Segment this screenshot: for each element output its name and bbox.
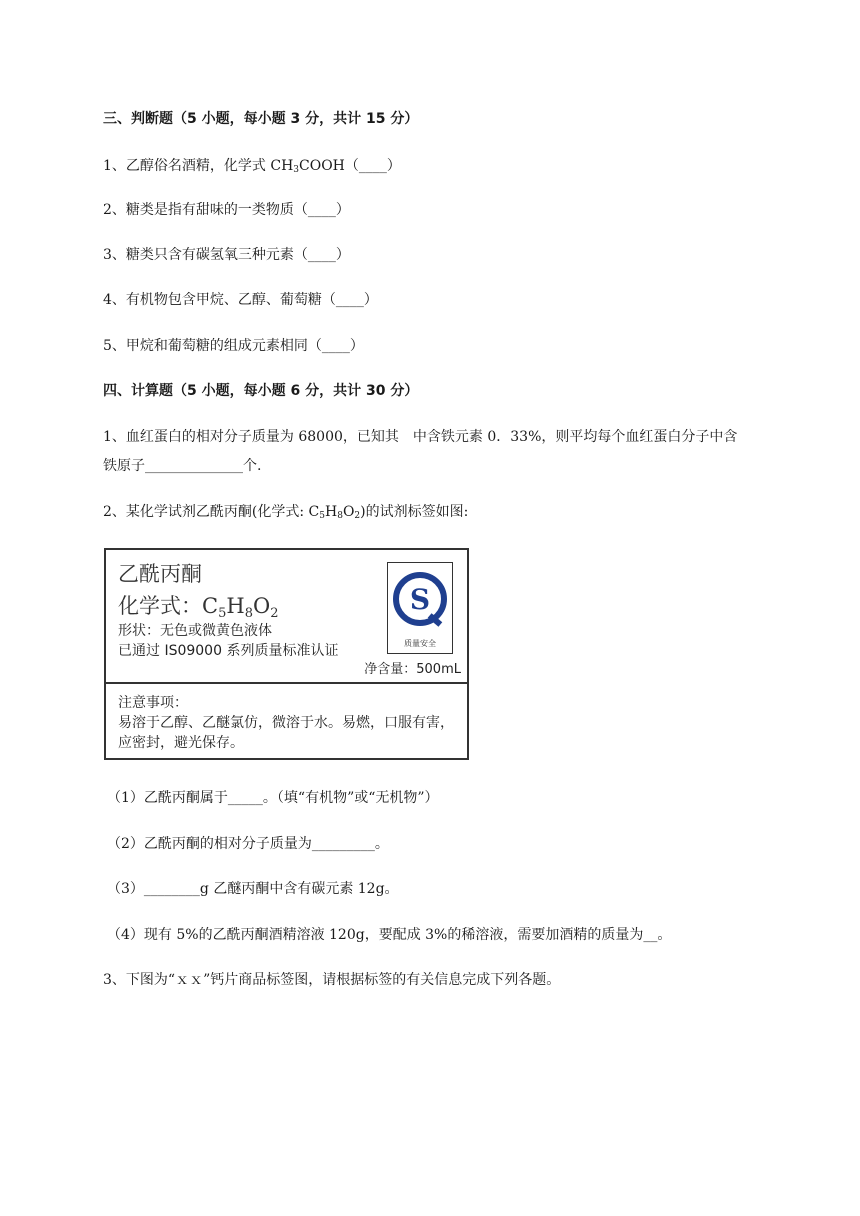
quality-safety-logo xyxy=(387,562,453,654)
sub-question-4: （4）现有 5%的乙酰丙酮酒精溶液 120g，要配成 3%的稀溶液，需要加酒精的质量为__。 xyxy=(107,927,672,943)
label-property: 形状：无色或微黄色液体 xyxy=(118,623,272,639)
label-formula-o: O xyxy=(252,594,271,618)
label-formula-h-sub: 8 xyxy=(244,606,253,621)
section3-title: 三、判断题（5 小题，每小题 3 分，共计 15 分） xyxy=(103,111,419,127)
sub-question-2: （2）乙酰丙酮的相对分子质量为_________。 xyxy=(107,836,389,852)
q2-text-o: O xyxy=(342,504,355,520)
sub-question-1: （1）乙酰丙酮属于_____。（填“有机物”或“无机物”） xyxy=(107,790,439,806)
judge-question-1 xyxy=(103,156,401,180)
calc-question-2 xyxy=(103,502,468,526)
label-product-name: 乙酰丙酮 xyxy=(118,562,202,586)
qs-icon xyxy=(392,567,448,635)
q1-subscript: 3 xyxy=(293,165,300,175)
label-formula xyxy=(118,590,278,621)
calc-question-3: 3、下图为“ｘｘ”钙片商品标签图，请根据标签的有关信息完成下列各题。 xyxy=(103,972,561,988)
q2-sub-c: 5 xyxy=(319,511,325,521)
label-certification: 已通过 IS09000 系列质量标准认证 xyxy=(118,643,339,659)
label-formula-h: H xyxy=(226,594,245,618)
logo-caption: 质量安全 xyxy=(404,639,436,648)
label-top-section xyxy=(106,550,467,682)
calc-question-1-line1: 1、血红蛋白的相对分子质量为 68000，已知其 中含铁元素 0．33%，则平均每个血红蛋白分子中含 xyxy=(103,429,738,445)
label-formula-prefix: 化学式： xyxy=(118,594,202,618)
q2-text-h: H xyxy=(324,504,338,520)
q1-text-b: COOH（____） xyxy=(299,158,401,174)
svg-text:S: S xyxy=(409,583,431,616)
q1-text-a: 1、乙醇俗名酒精，化学式 CH xyxy=(103,158,294,174)
label-formula-o-sub: 2 xyxy=(270,606,279,621)
judge-question-2: 2、糖类是指有甜味的一类物质（____） xyxy=(103,202,350,218)
section4-title: 四、计算题（5 小题，每小题 6 分，共计 30 分） xyxy=(103,383,419,399)
label-formula-c-sub: 5 xyxy=(218,606,227,621)
q2-text-b: )的试剂标签如图: xyxy=(360,504,469,520)
label-notes-line1: 易溶于乙醇、乙醚氯仿，微溶于水。易燃，口服有害， xyxy=(118,715,454,731)
calc-question-1-line2: 铁原子______________个. xyxy=(103,458,262,474)
q2-sub-o: 2 xyxy=(354,511,361,521)
label-formula-c: C xyxy=(202,594,219,618)
q2-sub-h: 8 xyxy=(337,511,343,521)
label-notes-title: 注意事项： xyxy=(118,695,188,711)
q2-text-a: 2、某化学试剂乙酰丙酮(化学式: C xyxy=(103,504,320,520)
judge-question-3: 3、糖类只含有碳氢氧三种元素（____） xyxy=(103,247,350,263)
sub-question-3: （3）________g 乙醚丙酮中含有碳元素 12g。 xyxy=(107,881,399,897)
judge-question-5: 5、甲烷和葡萄糖的组成元素相同（____） xyxy=(103,338,364,354)
label-net-content: 净含量：500mL xyxy=(364,662,461,677)
label-notes-line2: 应密封，避光保存。 xyxy=(118,735,244,751)
label-divider xyxy=(106,682,467,684)
judge-question-4: 4、有机物包含甲烷、乙醇、葡萄糖（____） xyxy=(103,292,378,308)
reagent-label xyxy=(104,548,469,760)
